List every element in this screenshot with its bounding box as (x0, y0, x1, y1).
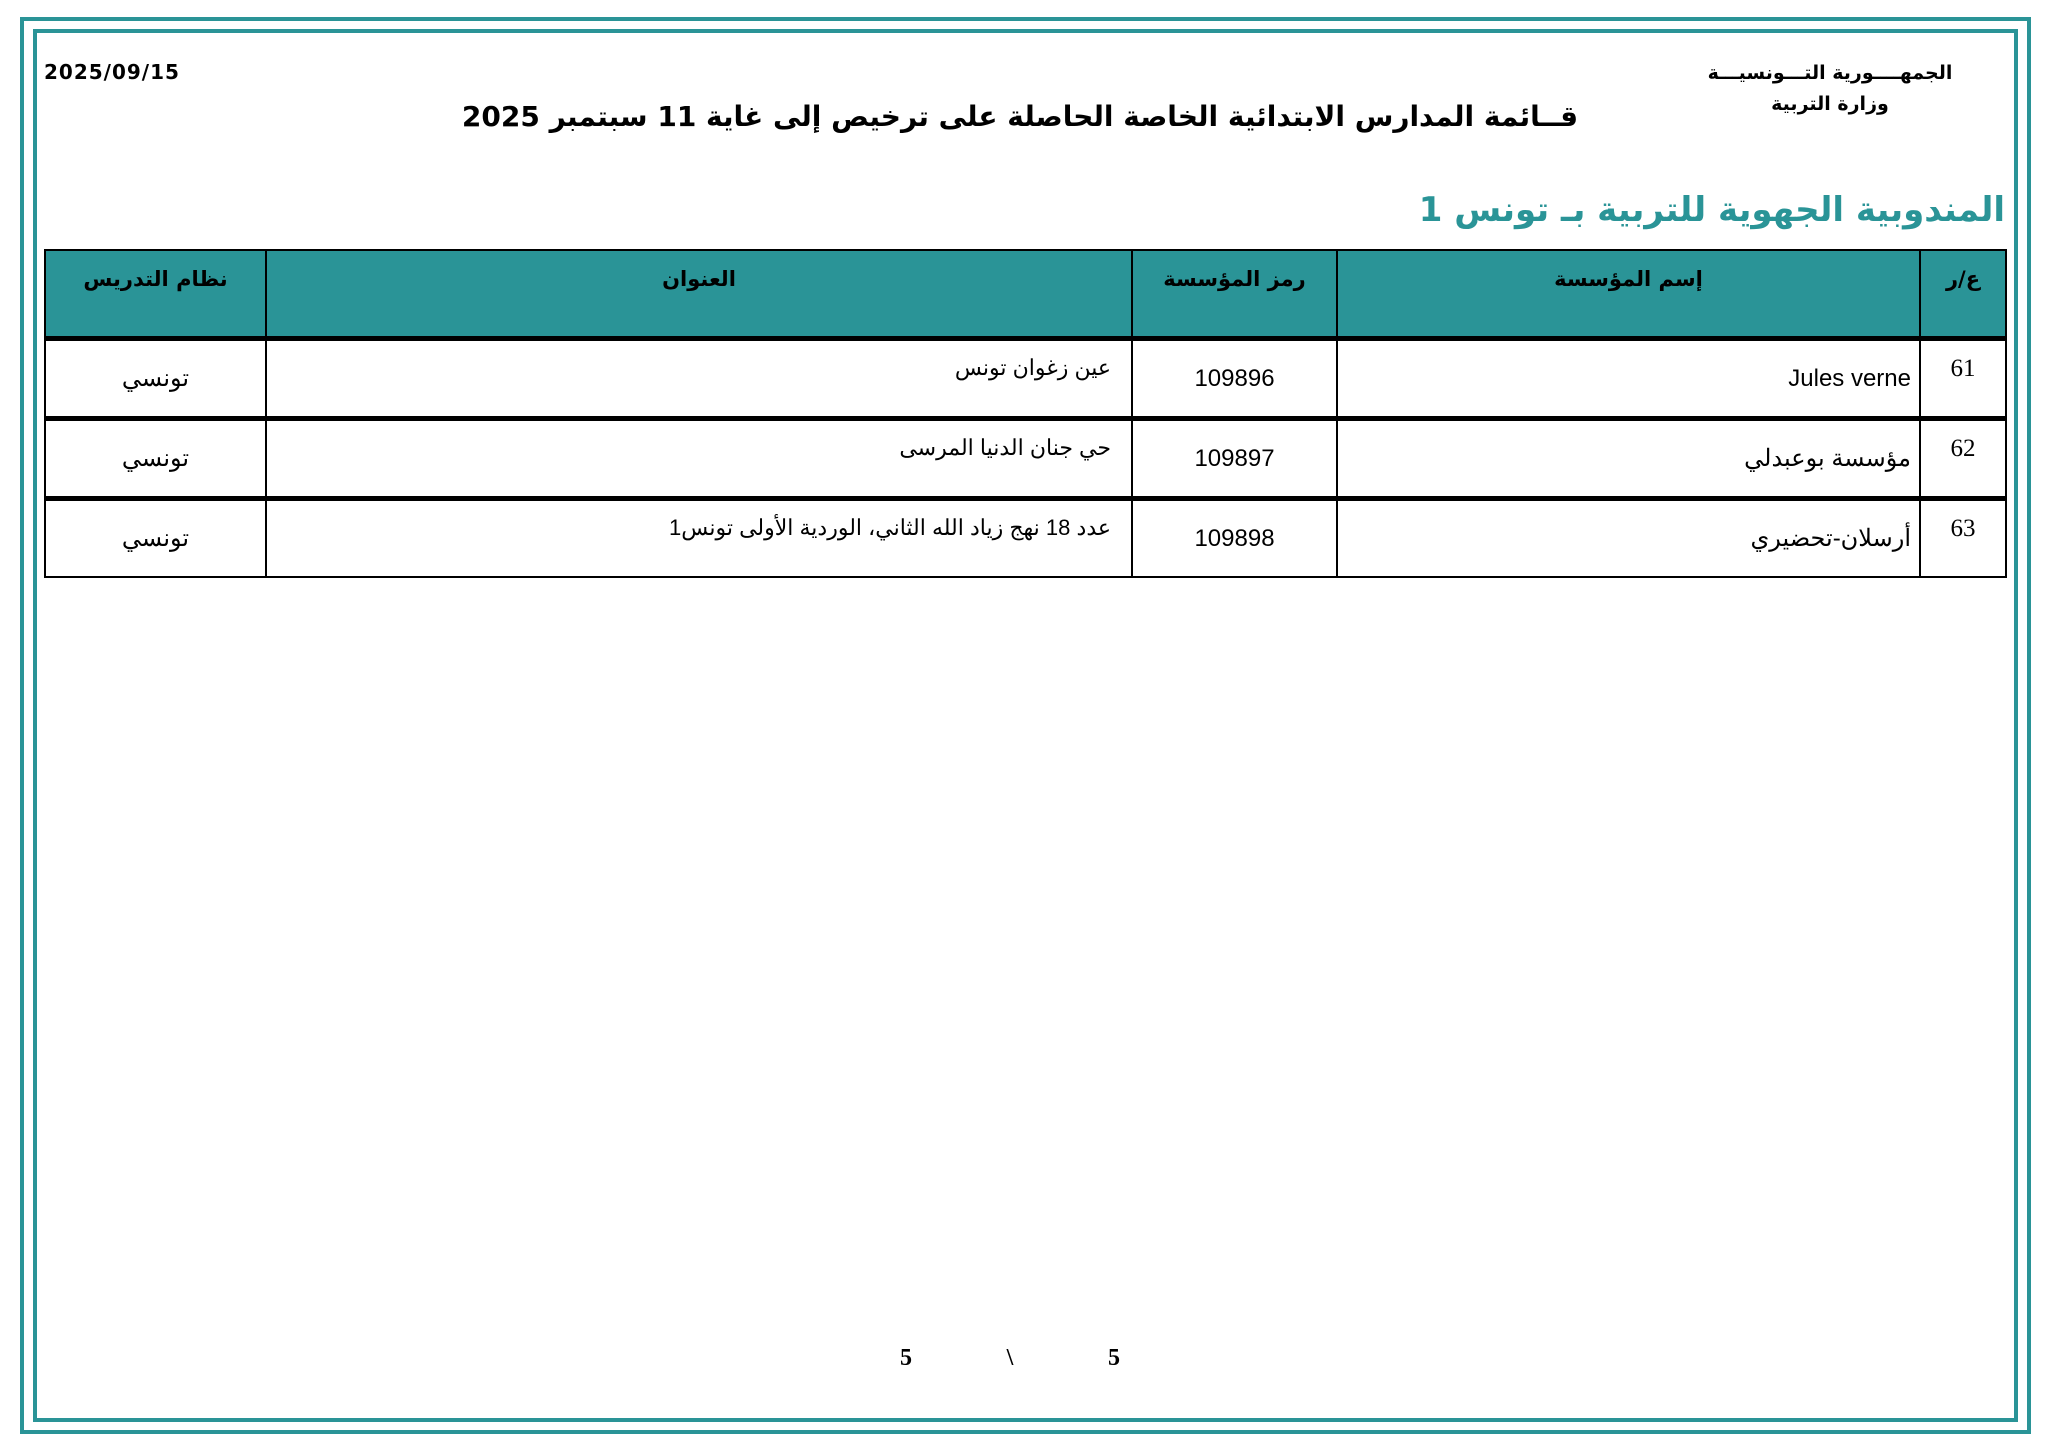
table-row (45, 499, 2006, 578)
cell-code: 109898 (1132, 499, 1337, 578)
cell-system: تونسي (45, 419, 266, 499)
cell-number: 62 (1920, 419, 2006, 499)
cell-number: 61 (1920, 339, 2006, 419)
ministry-name: وزارة التربية (1771, 93, 1889, 115)
column-header-name: إسم المؤسسة (1337, 250, 1920, 339)
issuer-block (1670, 58, 1990, 120)
table-header-row (45, 250, 2006, 339)
cell-name: أرسلان-تحضيري (1337, 499, 1920, 578)
cell-code: 109896 (1132, 339, 1337, 419)
table-row (45, 419, 2006, 499)
cell-address: عين زغوان تونس (266, 339, 1132, 419)
cell-code: 109897 (1132, 419, 1337, 499)
column-header-address: العنوان (266, 250, 1132, 339)
republic-name: الجمهــــورية التـــونسيـــة (1707, 62, 1953, 84)
cell-name: Jules verne (1337, 339, 1920, 419)
page-total: 5 (900, 1345, 913, 1371)
cell-system: تونسي (45, 499, 266, 578)
page-separator: \ (1006, 1345, 1014, 1371)
page-border-inner (33, 29, 2018, 1422)
cell-number: 63 (1920, 499, 2006, 578)
table-row (45, 339, 2006, 419)
schools-table (44, 249, 2007, 578)
page-current: 5 (1108, 1345, 1120, 1371)
document-date: 2025/09/15 (44, 60, 180, 84)
cell-address: عدد 18 نهج زياد الله الثاني، الوردية الأولى تونس1 (266, 499, 1132, 578)
column-header-system: نظام التدريس (45, 250, 266, 339)
section-title: المندوبية الجهوية للتربية بـ تونس 1 (1418, 190, 2005, 230)
page-number (900, 1345, 1120, 1372)
cell-address: حي جنان الدنيا المرسى (266, 419, 1132, 499)
column-header-number: ع/ر (1920, 250, 2006, 339)
cell-name: مؤسسة بوعبدلي (1337, 419, 1920, 499)
column-header-code: رمز المؤسسة (1132, 250, 1337, 339)
page-title: قــائمة المدارس الابتدائية الخاصة الحاصلة على ترخيص إلى غاية 11 سبتمبر 2025 (461, 100, 1579, 133)
cell-system: تونسي (45, 339, 266, 419)
